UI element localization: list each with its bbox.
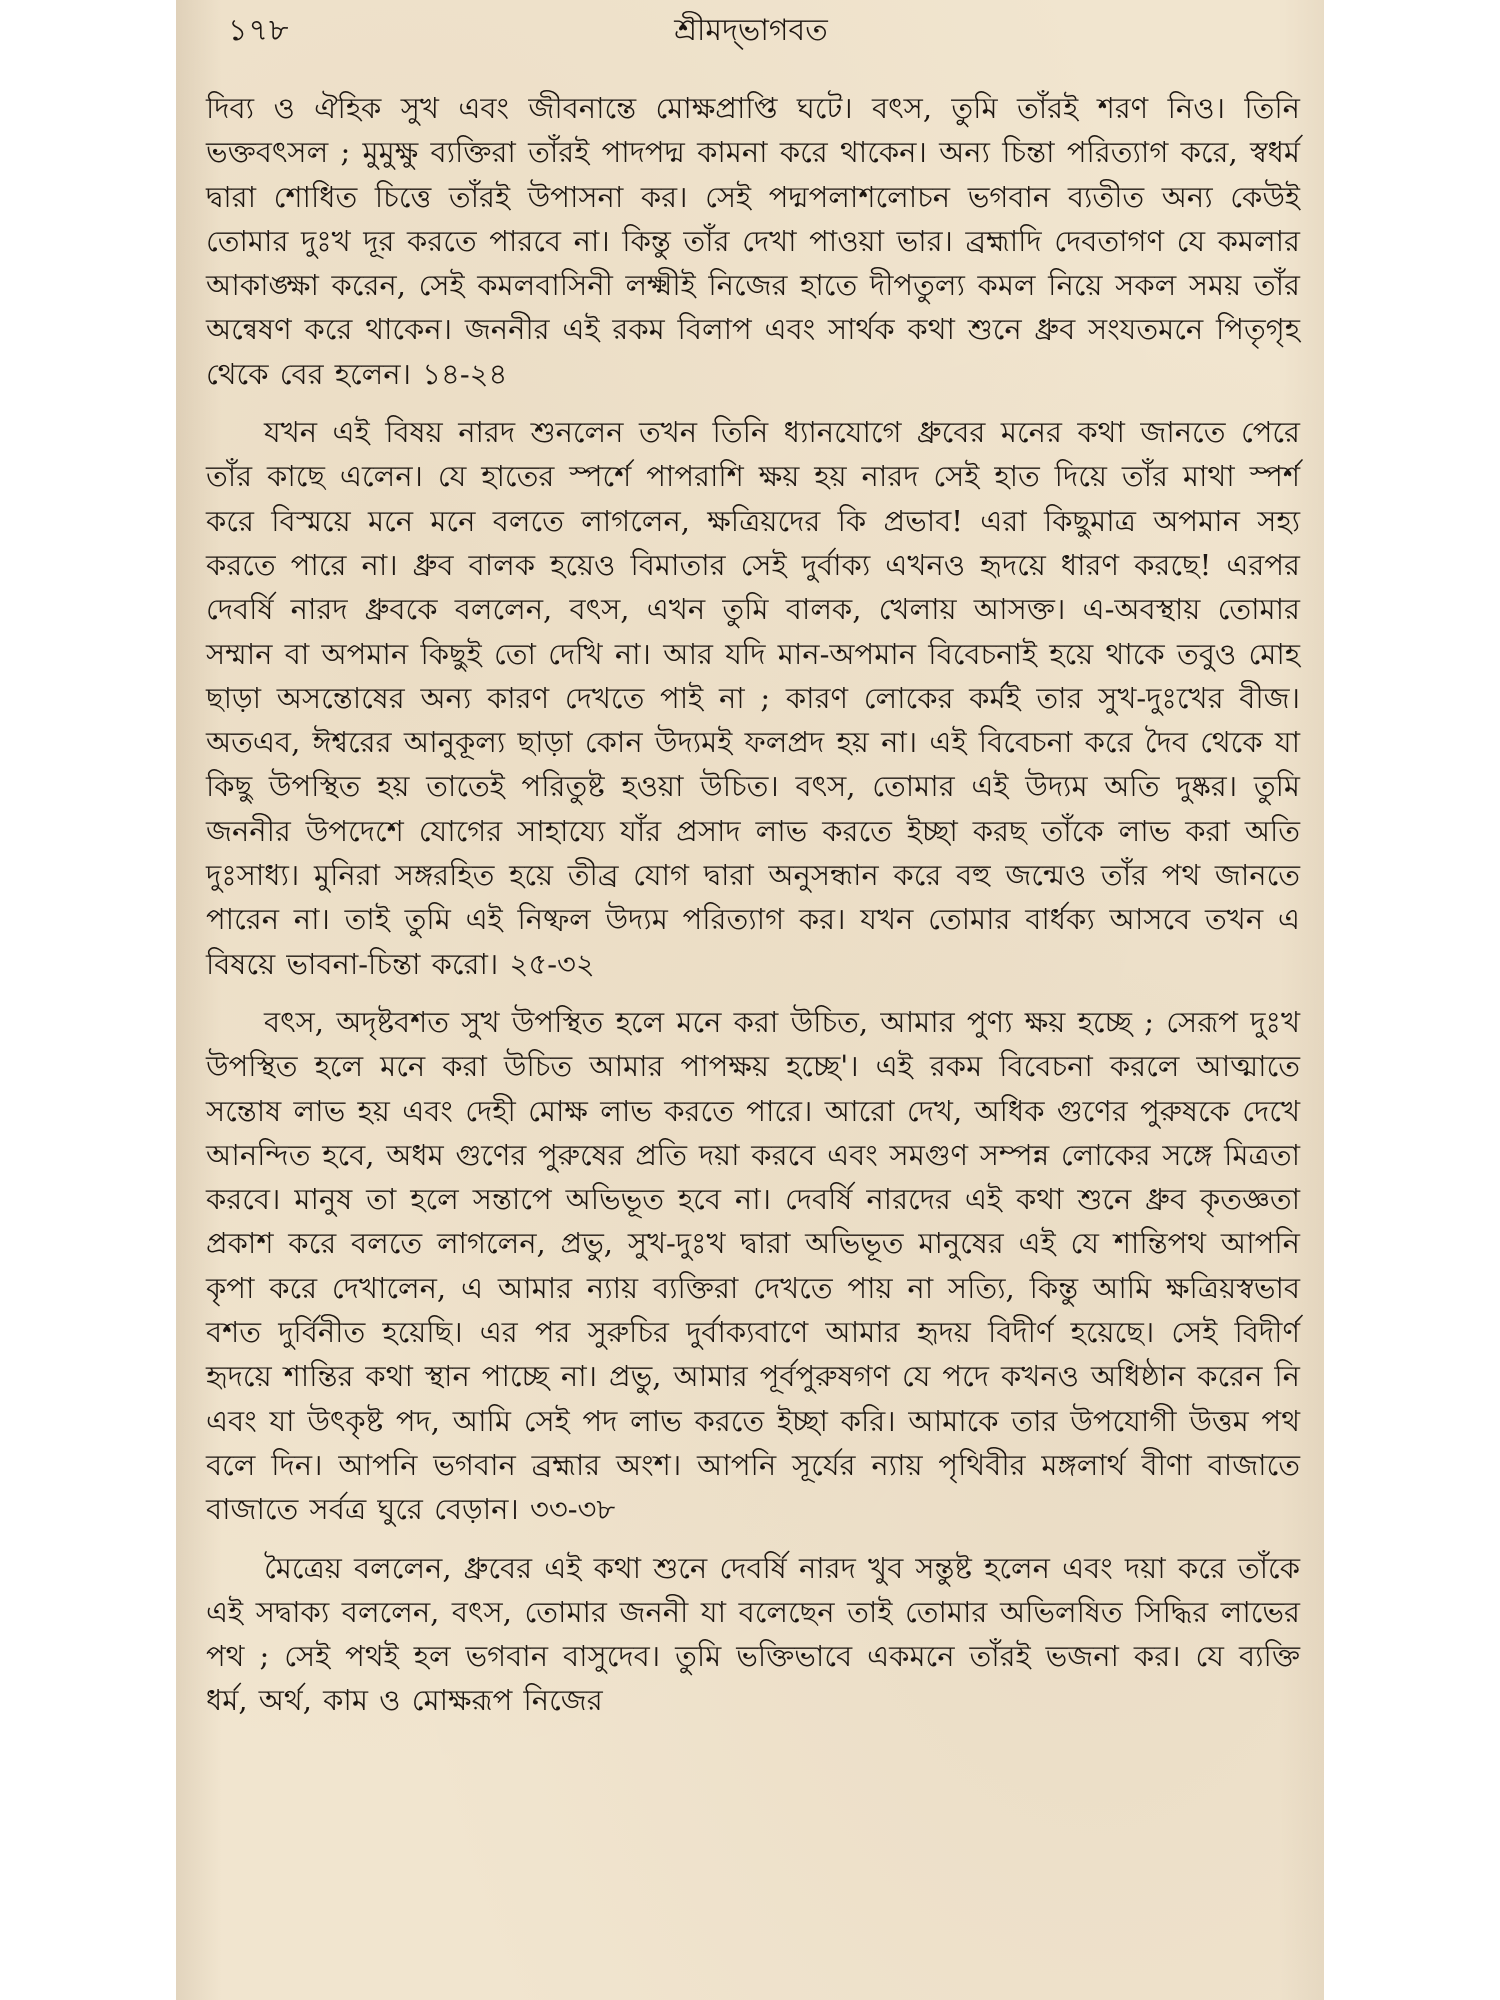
body-text [206,86,1300,1723]
running-title: শ্রীমদ্‌ভাগবত [674,13,828,48]
book-page [176,0,1324,2000]
verse-reference: ৩৩-৩৮ [530,1492,616,1527]
paragraph-2 [206,410,1300,986]
paragraph-1 [206,86,1300,396]
paragraph-3 [206,1000,1300,1532]
verse-reference: ২৫-৩২ [509,946,595,981]
paragraph-text: বৎস, অদৃষ্টবশত সুখ উপস্থিত হলে মনে করা উচিত, আমার পুণ্য ক্ষয় হচ্ছে ; সেরূপ দুঃখ উপস্থিত হলে মনে করা উচিত আমার পাপক্ষয় হচ্ছে'। এই রকম বিবেচনা করলে আত্মাতে সন্তোষ লাভ হয় এবং দেহী মোক্ষ লাভ করতে পারে। আরো দেখ, অধিক গুণের পুরুষকে দেখে আনন্দিত হবে, অধম গুণের পুরুষের প্রতি দয়া করবে এবং সমগুণ সম্পন্ন লোকের সঙ্গে মিত্রতা করবে। মানুষ তা হলে সন্তাপে অভিভূত হবে না। দেবর্ষি নারদের এই কথা শুনে ধ্রুব কৃতজ্ঞতা প্রকাশ করে বলতে লাগলেন, প্রভু, সুখ-দুঃখ দ্বারা অভিভূত মানুষের এই যে শান্তিপথ আপনি কৃপা করে দেখালেন, এ আমার ন্যায় ব্যক্তিরা দেখতে পায় না সত্যি, কিন্তু আমি ক্ষত্রিয়স্বভাব বশত দুর্বিনীত হয়েছি। এর পর সুরুচির দুর্বাক্যবাণে আমার হৃদয় বিদীর্ণ হয়েছে। সেই বিদীর্ণ হৃদয়ে শান্তির কথা স্থান পাচ্ছে না। প্রভু, আমার পূর্বপুরুষগণ যে পদে কখনও অধিষ্ঠান করেন নি এবং যা উৎকৃষ্ট পদ, আমি সেই পদ লাভ করতে ইচ্ছা করি। আমাকে তার উপযোগী উত্তম পথ বলে দিন। আপনি ভগবান ব্রহ্মার অংশ। আপনি সূর্যের ন্যায় পৃথিবীর মঙ্গলার্থ বীণা বাজাতে বাজাতে সর্বত্র ঘুরে বেড়ান। [206,1004,1300,1527]
paragraph-text: দিব্য ও ঐহিক সুখ এবং জীবনান্তে মোক্ষপ্রাপ্তি ঘটে। বৎস, তুমি তাঁরই শরণ নিও। তিনি ভক্তবৎসল ; মুমুক্ষু ব্যক্তিরা তাঁরই পাদপদ্ম কামনা করে থাকেন। অন্য চিন্তা পরিত্যাগ করে, স্বধর্ম দ্বারা শোধিত চিত্তে তাঁরই উপাসনা কর। সেই পদ্মপলাশলোচন ভগবান ব্যতীত অন্য কেউই তোমার দুঃখ দূর করতে পারবে না। কিন্তু তাঁর দেখা পাওয়া ভার। ব্রহ্মাদি দেবতাগণ যে কমলার আকাঙ্ক্ষা করেন, সেই কমলবাসিনী লক্ষ্মীই নিজের হাতে দীপতুল্য কমল নিয়ে সকল সময় তাঁর অন্বেষণ করে থাকেন। জননীর এই রকম বিলাপ এবং সার্থক কথা শুনে ধ্রুব সংযতমনে পিতৃগৃহ থেকে বের হলেন। [206,91,1300,391]
paragraph-4 [206,1546,1300,1723]
paragraph-text: মৈত্রেয় বললেন, ধ্রুবের এই কথা শুনে দেবর্ষি নারদ খুব সন্তুষ্ট হলেন এবং দয়া করে তাঁকে এই সদ্বাক্য বললেন, বৎস, তোমার জননী যা বলেছেন তাই তোমার অভিলষিত সিদ্ধির লাভের পথ ; সেই পথই হল ভগবান বাসুদেব। তুমি ভক্তিভাবে একমনে তাঁরই ভজনা কর। যে ব্যক্তি ধর্ম, অর্থ, কাম ও মোক্ষরূপ নিজের [206,1550,1300,1718]
paragraph-text: যখন এই বিষয় নারদ শুনলেন তখন তিনি ধ্যানযোগে ধ্রুবের মনের কথা জানতে পেরে তাঁর কাছে এলেন। যে হাতের স্পর্শে পাপরাশি ক্ষয় হয় নারদ সেই হাত দিয়ে তাঁর মাথা স্পর্শ করে বিস্ময়ে মনে মনে বলতে লাগলেন, ক্ষত্রিয়দের কি প্রভাব! এরা কিছুমাত্র অপমান সহ্য করতে পারে না। ধ্রুব বালক হয়েও বিমাতার সেই দুর্বাক্য এখনও হৃদয়ে ধারণ করছে! এরপর দেবর্ষি নারদ ধ্রুবকে বললেন, বৎস, এখন তুমি বালক, খেলায় আসক্ত। এ-অবস্থায় তোমার সম্মান বা অপমান কিছুই তো দেখি না। আর যদি মান-অপমান বিবেচনাই হয়ে থাকে তবুও মোহ ছাড়া অসন্তোষের অন্য কারণ দেখতে পাই না ; কারণ লোকের কর্মই তার সুখ-দুঃখের বীজ। অতএব, ঈশ্বরের আনুকূল্য ছাড়া কোন উদ্যমই ফলপ্রদ হয় না। এই বিবেচনা করে দৈব থেকে যা কিছু উপস্থিত হয় তাতেই পরিতুষ্ট হওয়া উচিত। বৎস, তোমার এই উদ্যম অতি দুষ্কর। তুমি জননীর উপদেশে যোগের সাহায্যে যাঁর প্রসাদ লাভ করতে ইচ্ছা করছ তাঁকে লাভ করা অতি দুঃসাধ্য। মুনিরা সঙ্গরহিত হয়ে তীব্র যোগ দ্বারা অনুসন্ধান করে বহু জন্মেও তাঁর পথ জানতে পারেন না। তাই তুমি এই নিষ্ফল উদ্যম পরিত্যাগ কর। যখন তোমার বার্ধক্য আসবে তখন এ বিষয়ে ভাবনা-চিন্তা করো। [206,415,1300,981]
verse-reference: ১৪-২৪ [422,356,508,391]
page-number: ১৭৮ [228,13,290,48]
page-header [206,0,1296,60]
